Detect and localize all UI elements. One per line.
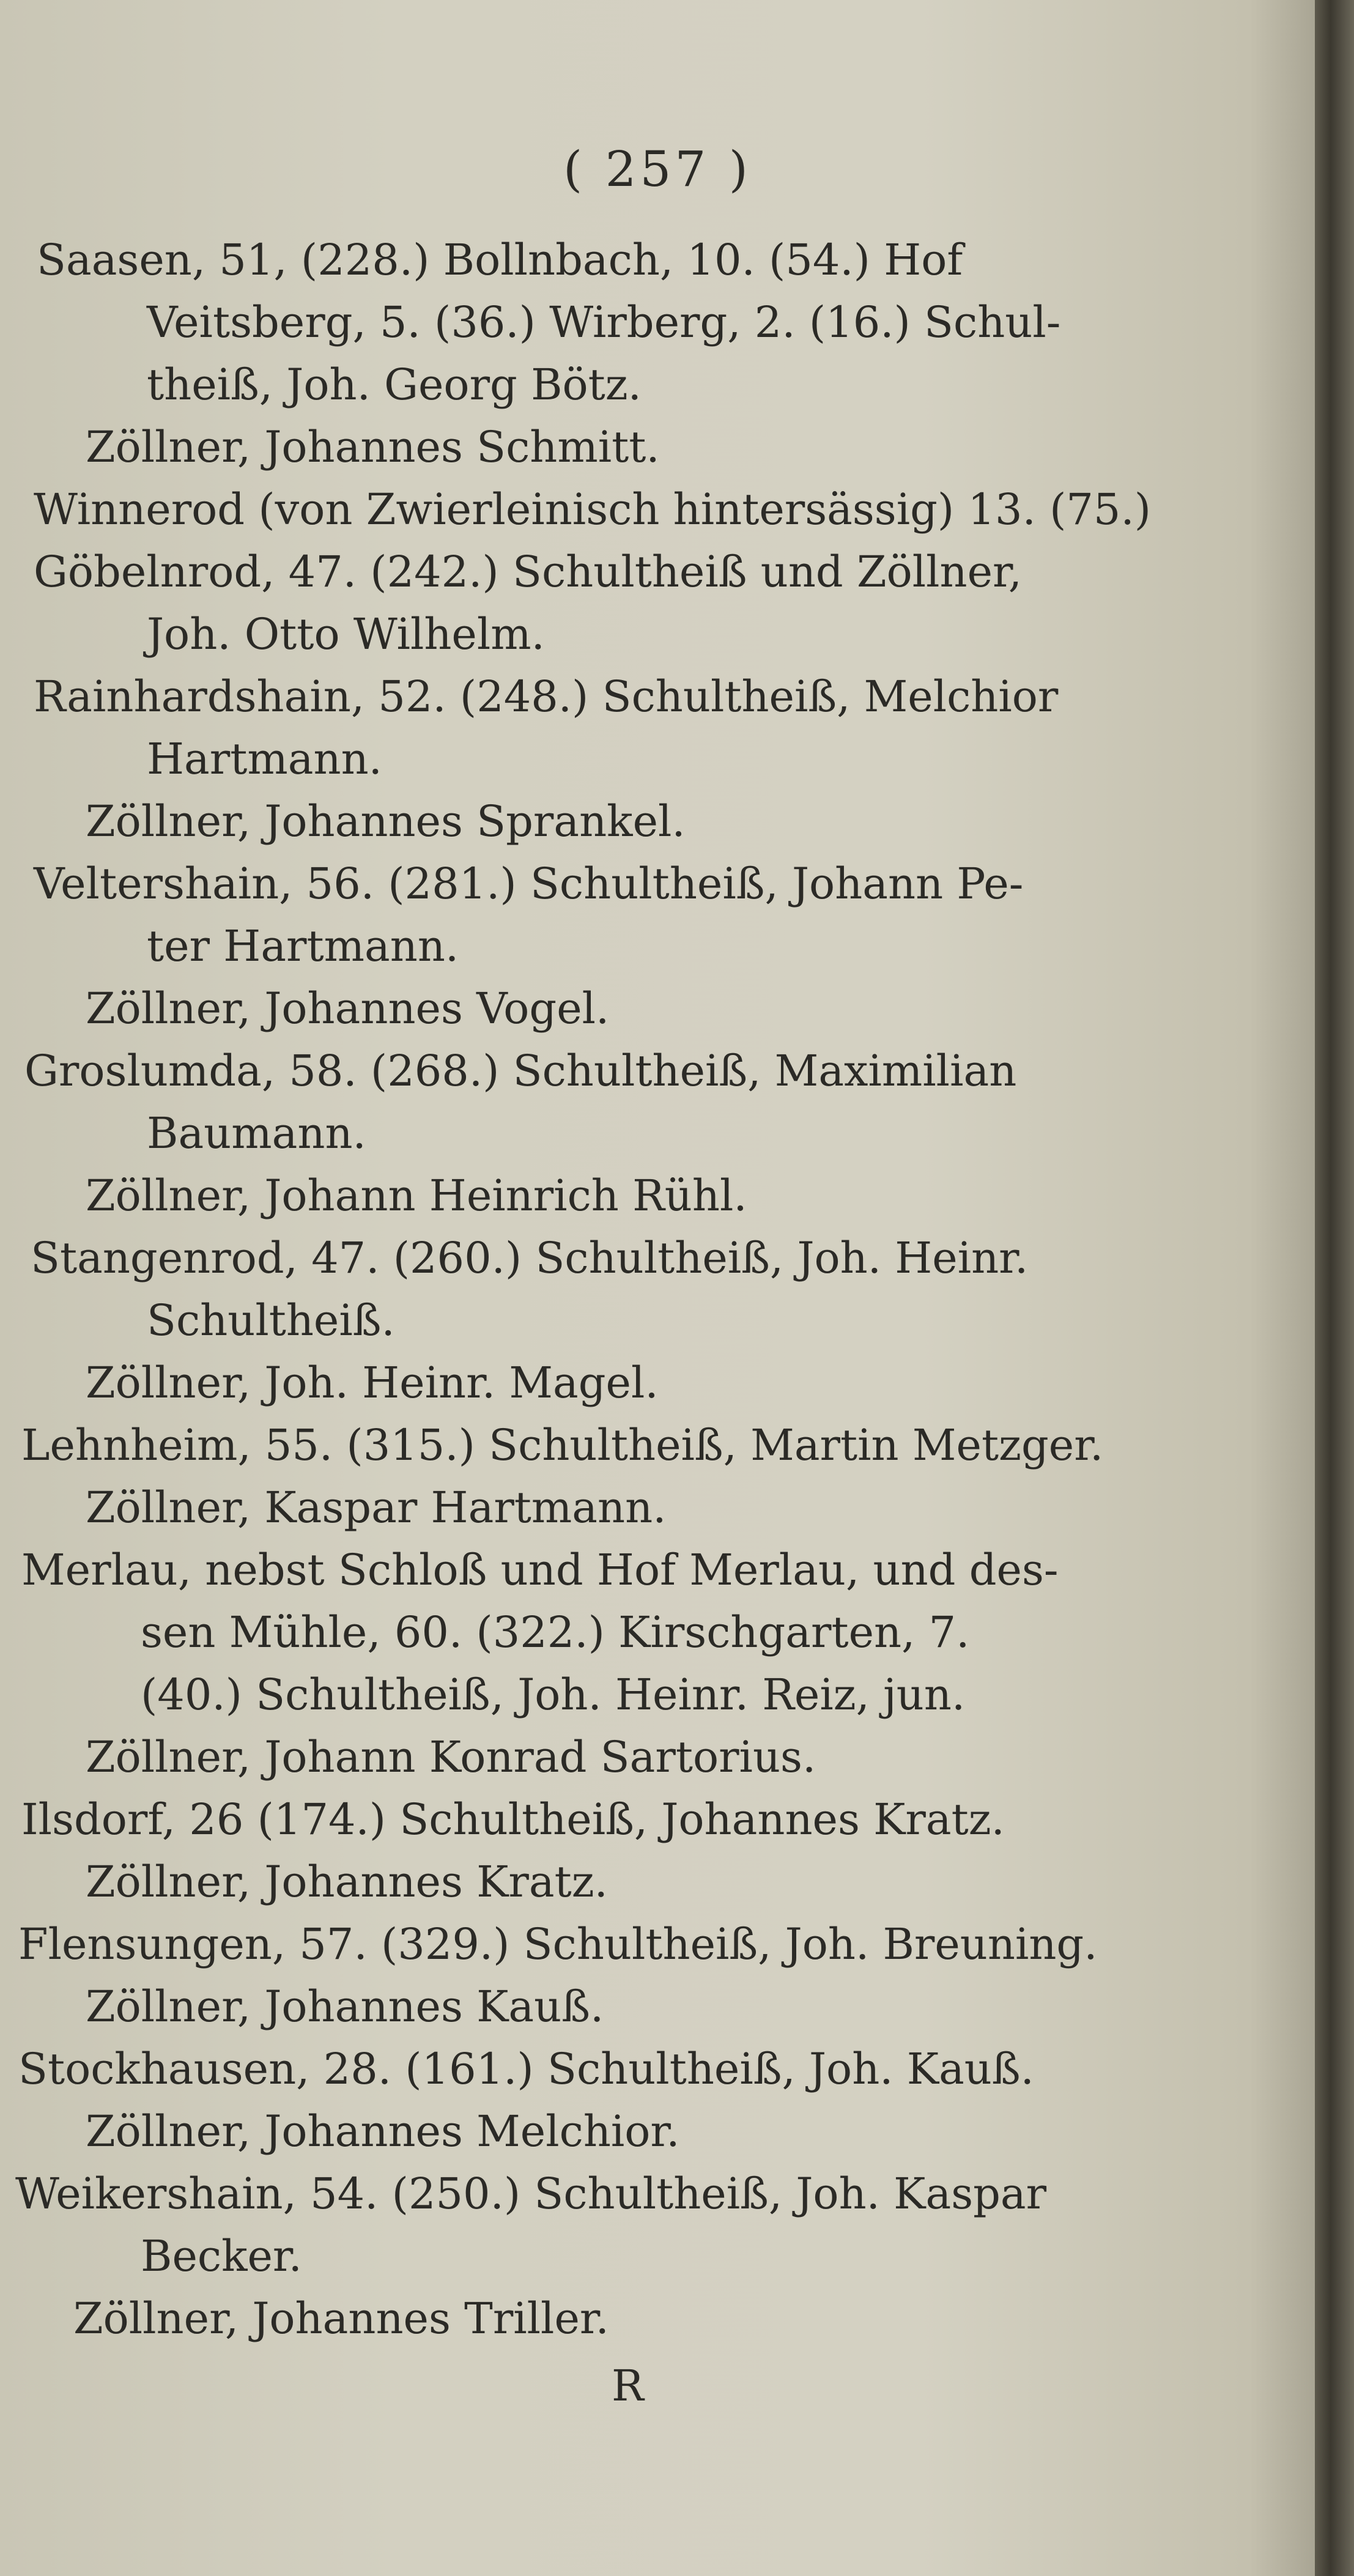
text-line: ter Hartmann. (147, 921, 459, 971)
text-line: Veltershain, 56. (281.) Schultheiß, Johann Pe- (34, 859, 1024, 909)
text-line: Becker. (141, 2231, 302, 2281)
text-line: Winnerod (von Zwierleinisch hintersässig) 13. (75.) (34, 484, 1152, 535)
text-line: Göbelnrod, 47. (242.) Schultheiß und Zöllner, (34, 547, 1023, 597)
text-line: Hartmann. (147, 734, 382, 784)
text-line: Lehnheim, 55. (315.) Schultheiß, Martin Metzger. (21, 1420, 1104, 1470)
text-line: Zöllner, Johannes Triller. (73, 2293, 609, 2344)
text-line: Zöllner, Kaspar Hartmann. (86, 1482, 667, 1533)
text-line: Baumann. (147, 1108, 366, 1158)
text-line: Zöllner, Johannes Schmitt. (86, 422, 660, 472)
text-line: Zöllner, Joh. Heinr. Magel. (86, 1358, 659, 1408)
text-line: Ilsdorf, 26 (174.) Schultheiß, Johannes Kratz. (21, 1794, 1005, 1845)
text-line: Zöllner, Johannes Sprankel. (86, 796, 686, 846)
text-line: Groslumda, 58. (268.) Schultheiß, Maximilian (24, 1046, 1017, 1096)
text-line: Veitsberg, 5. (36.) Wirberg, 2. (16.) Schul- (147, 297, 1061, 347)
text-line: theiß, Joh. Georg Bötz. (147, 360, 642, 410)
text-line: Zöllner, Johannes Melchior. (86, 2106, 680, 2156)
text-line: Stockhausen, 28. (161.) Schultheiß, Joh. Kauß. (18, 2044, 1034, 2094)
text-line: Joh. Otto Wilhelm. (147, 609, 545, 659)
text-line: Zöllner, Johannes Kauß. (86, 1982, 604, 2032)
text-line: Zöllner, Johann Heinrich Rühl. (86, 1171, 747, 1221)
page-edge (1315, 0, 1354, 2576)
text-line: (40.) Schultheiß, Joh. Heinr. Reiz, jun. (141, 1670, 966, 1720)
catchword: R (612, 2361, 644, 2411)
text-line: Schultheiß. (147, 1295, 395, 1345)
text-line: Weikershain, 54. (250.) Schultheiß, Joh. Kaspar (15, 2169, 1047, 2219)
text-line: Stangenrod, 47. (260.) Schultheiß, Joh. Heinr. (31, 1233, 1029, 1283)
text-line: Rainhardshain, 52. (248.) Schultheiß, Melchior (34, 672, 1059, 722)
text-line: sen Mühle, 60. (322.) Kirschgarten, 7. (141, 1607, 970, 1657)
text-line: Zöllner, Johann Konrad Sartorius. (86, 1732, 816, 1782)
text-line: Saasen, 51, (228.) Bollnbach, 10. (54.) Hof (37, 235, 963, 285)
text-line: Flensungen, 57. (329.) Schultheiß, Joh. Breuning. (18, 1919, 1098, 1969)
text-line: Zöllner, Johannes Kratz. (86, 1857, 608, 1907)
page-number: ( 257 ) (563, 141, 752, 198)
text-line: Merlau, nebst Schloß und Hof Merlau, und des- (21, 1545, 1059, 1595)
text-line: Zöllner, Johannes Vogel. (86, 983, 610, 1034)
